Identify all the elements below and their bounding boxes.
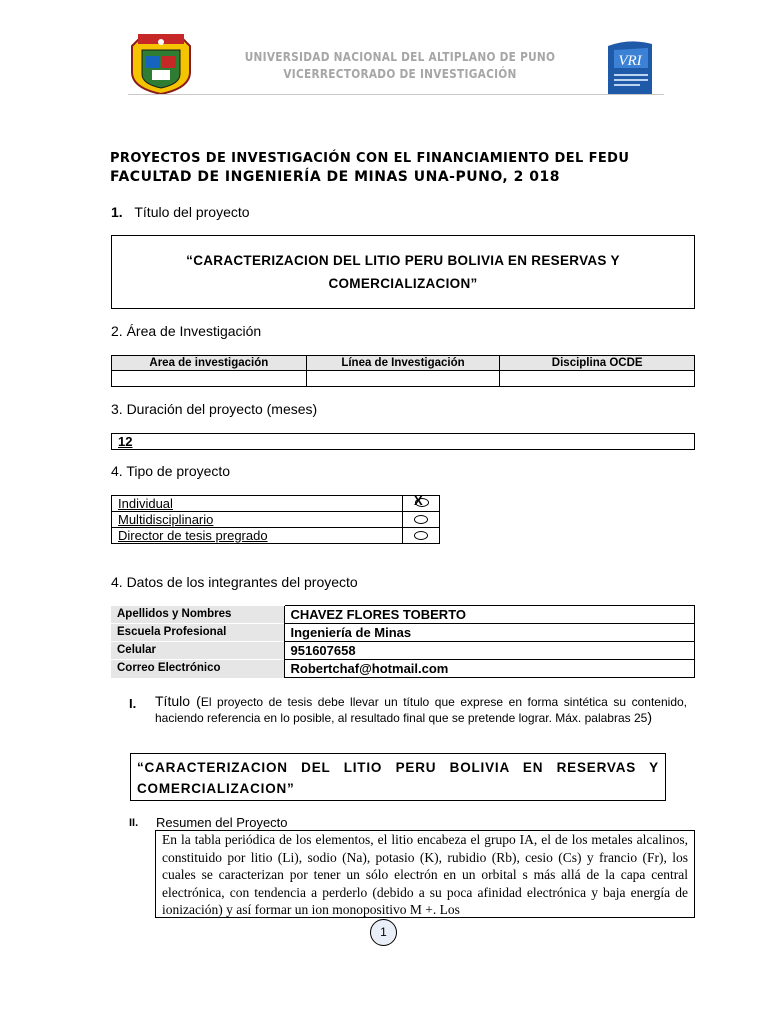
area-header-cell: Area de investigación: [112, 356, 307, 371]
project-type-table: [111, 495, 440, 544]
project-type-option[interactable]: [403, 528, 440, 544]
ocde-value-cell[interactable]: [500, 371, 695, 387]
area-table: [111, 355, 695, 387]
project-type-row: [112, 528, 440, 544]
members-row: [111, 624, 695, 642]
members-label: Celular: [111, 642, 284, 660]
members-value[interactable]: Ingeniería de Minas: [284, 624, 695, 642]
part1-heading: [155, 694, 687, 726]
vice-rectorate-name: VICERRECTORADO DE INVESTIGACIÓN: [283, 67, 517, 81]
members-table: [111, 605, 695, 678]
university-shield-logo: [128, 32, 194, 96]
project-title-box: “CARACTERIZACION DEL LITIO PERU BOLIVIA EN RESERVAS Y COMERCIALIZACION”: [111, 235, 695, 309]
project-type-label: Director de tesis pregrado: [112, 528, 403, 544]
part1-numeral: I.: [129, 696, 137, 711]
part2-heading: Resumen del Proyecto: [156, 815, 288, 830]
header-divider: [128, 94, 664, 95]
section1-number: 1.: [111, 204, 123, 220]
area-table-header: [112, 356, 695, 371]
abstract-box: En la tabla periódica de los elementos, el litio encabeza el grupo IA, el de los metales alcalinos, constituido por litio (Li), sodio (Na), potasio (K), rubidio (Rb), cesio (Cs) y francio (Fr), los cuales se caracterizan por tener un sólo electrón en un orbital s más allá de la capa central electrónica, con tendencia a perderlo (debido a su poca afinidad electrónica y baja energía de ionización) y así formar un ion monopositivo M +. Los: [155, 830, 695, 918]
section2-heading: 2. Área de Investigación: [111, 323, 262, 339]
university-name: UNIVERSIDAD NACIONAL DEL ALTIPLANO DE PUNO: [244, 50, 556, 64]
vri-logo-text: VRI: [618, 53, 642, 69]
part1-heading-label: Título (: [155, 693, 201, 709]
line-value-cell[interactable]: [306, 371, 500, 387]
members-label: Apellidos y Nombres: [111, 606, 284, 624]
page-number-badge: 1: [370, 919, 397, 946]
members-label: Correo Electrónico: [111, 660, 284, 678]
section1-label: Título del proyecto: [134, 204, 250, 220]
project-type-label: Individual: [112, 496, 403, 512]
section5-heading: 4. Datos de los integrantes del proyecto: [111, 574, 358, 590]
members-value[interactable]: 951607658: [284, 642, 695, 660]
header-text-block: [224, 49, 576, 83]
section3-heading: 3. Duración del proyecto (meses): [111, 401, 318, 417]
members-label: Escuela Profesional: [111, 624, 284, 642]
project-type-option[interactable]: [403, 512, 440, 528]
duration-field[interactable]: 12: [111, 433, 695, 450]
document-title-line2: FACULTAD DE INGENIERÍA DE MINAS UNA-PUNO, 2 018: [110, 169, 560, 185]
area-table-row: [112, 371, 695, 387]
vri-logo: [604, 38, 656, 96]
project-type-row: [112, 496, 440, 512]
members-row: [111, 606, 695, 624]
section1-heading: [111, 204, 250, 220]
area-value-cell[interactable]: [112, 371, 307, 387]
project-type-row: [112, 512, 440, 528]
members-row: [111, 660, 695, 678]
part1-closing: ): [647, 709, 652, 725]
ocde-header-cell: Disciplina OCDE: [500, 356, 695, 371]
line-header-cell: Línea de Investigación: [306, 356, 500, 371]
thesis-title-box: “CARACTERIZACION DEL LITIO PERU BOLIVIA EN RESERVAS Y COMERCIALIZACION”: [130, 753, 666, 801]
project-type-label: Multidisciplinario: [112, 512, 403, 528]
radio-circle-icon: [414, 531, 428, 540]
members-value[interactable]: CHAVEZ FLORES TOBERTO: [284, 606, 695, 624]
part2-numeral: II.: [129, 817, 139, 829]
document-title-line1: PROYECTOS DE INVESTIGACIÓN CON EL FINANCIAMIENTO DEL FEDU: [110, 151, 630, 166]
selected-mark: X: [414, 493, 423, 508]
part1-instructions: El proyecto de tesis debe llevar un título que exprese en forma sintética su contenido, haciendo referencia en lo posible, al resultado final que se pretende lograr. Máx. palabras 25: [155, 695, 687, 725]
members-row: [111, 642, 695, 660]
members-value[interactable]: Robertchaf@hotmail.com: [284, 660, 695, 678]
project-type-option[interactable]: [403, 493, 440, 512]
section4-heading: 4. Tipo de proyecto: [111, 463, 231, 479]
radio-circle-icon: [414, 515, 428, 524]
